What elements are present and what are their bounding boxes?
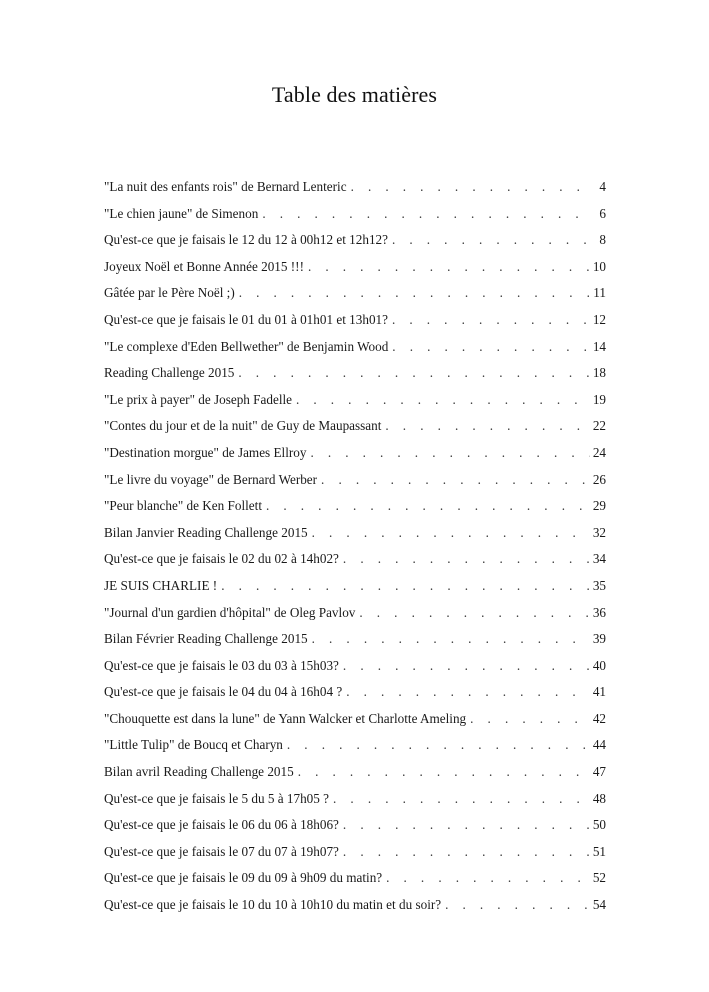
toc-entry[interactable] <box>104 573 606 600</box>
toc-entry-page-number: 19 <box>592 391 606 407</box>
toc-entry[interactable] <box>104 493 606 520</box>
toc-entry-page-number: 10 <box>592 258 606 274</box>
dot-leader <box>445 892 590 919</box>
toc-entry[interactable] <box>104 227 606 254</box>
toc-entry[interactable] <box>104 786 606 813</box>
toc-entry-title: "Le livre du voyage" de Bernard Werber <box>104 471 318 487</box>
toc-entry-title: Gâtée par le Père Noël ;) <box>104 285 235 301</box>
toc-entry-page-number: 44 <box>592 737 606 753</box>
dot-leader <box>392 307 590 334</box>
toc-entry[interactable] <box>104 254 606 281</box>
toc-entry[interactable] <box>104 360 606 387</box>
dot-leader <box>238 360 589 387</box>
dot-leader <box>386 865 590 892</box>
toc-entry[interactable] <box>104 387 606 414</box>
toc-entry[interactable] <box>104 280 606 307</box>
toc-entry-page-number: 12 <box>592 311 606 327</box>
dot-leader <box>359 600 589 627</box>
toc-entry-title: "Peur blanche" de Ken Follett <box>104 498 262 514</box>
toc-entry-page-number: 54 <box>592 897 606 913</box>
dot-leader <box>343 839 590 866</box>
dot-leader <box>239 280 591 307</box>
toc-entry-title: "Journal d'un gardien d'hôpital" de Oleg Pavlov <box>104 604 356 620</box>
dot-leader <box>221 573 590 600</box>
toc-entry[interactable] <box>104 600 606 627</box>
toc-entry[interactable] <box>104 839 606 866</box>
toc-entry-title: Reading Challenge 2015 <box>104 365 235 381</box>
toc-entry[interactable] <box>104 759 606 786</box>
toc-entry-page-number: 8 <box>599 232 606 248</box>
toc-entry[interactable] <box>104 706 606 733</box>
dot-leader <box>287 732 590 759</box>
toc-entry-page-number: 39 <box>592 631 606 647</box>
toc-entry[interactable] <box>104 201 606 228</box>
dot-leader <box>343 546 590 573</box>
toc-entry-page-number: 11 <box>593 285 606 301</box>
toc-entry-title: "Le complexe d'Eden Bellwether" de Benjamin Wood <box>104 338 389 354</box>
toc-entry-page-number: 35 <box>592 577 606 593</box>
toc-entry[interactable] <box>104 520 606 547</box>
toc-entry-page-number: 22 <box>592 418 606 434</box>
toc-entry[interactable] <box>104 546 606 573</box>
toc-entry-title: "Contes du jour et de la nuit" de Guy de Maupassant <box>104 418 382 434</box>
dot-leader <box>308 254 590 281</box>
toc-entry-title: "Little Tulip" de Boucq et Charyn <box>104 737 283 753</box>
toc-entry[interactable] <box>104 865 606 892</box>
toc-entry-title: Qu'est-ce que je faisais le 12 du 12 à 00h12 et 12h12? <box>104 232 388 248</box>
toc-entry-page-number: 50 <box>592 817 606 833</box>
toc-entry-title: Qu'est-ce que je faisais le 07 du 07 à 19h07? <box>104 843 339 859</box>
dot-leader <box>312 520 590 547</box>
dot-leader <box>312 626 590 653</box>
toc-entry[interactable] <box>104 679 606 706</box>
dot-leader <box>385 413 589 440</box>
toc-entry[interactable] <box>104 174 606 201</box>
toc-entry-page-number: 34 <box>592 551 606 567</box>
dot-leader <box>266 493 590 520</box>
toc-entry-page-number: 6 <box>599 205 606 221</box>
toc-entry[interactable] <box>104 892 606 919</box>
toc-entry[interactable] <box>104 812 606 839</box>
toc-entry-title: Joyeux Noël et Bonne Année 2015 !!! <box>104 258 304 274</box>
dot-leader <box>343 812 590 839</box>
toc-entry-page-number: 24 <box>592 444 606 460</box>
dot-leader <box>392 227 591 254</box>
toc-entry[interactable] <box>104 653 606 680</box>
toc-entry-page-number: 41 <box>592 684 606 700</box>
toc-entry-page-number: 40 <box>592 657 606 673</box>
toc-entry-page-number: 47 <box>592 764 606 780</box>
dot-leader <box>351 174 591 201</box>
toc-entry-page-number: 48 <box>592 790 606 806</box>
toc-entry-page-number: 42 <box>592 710 606 726</box>
toc-entry-title: "Destination morgue" de James Ellroy <box>104 444 307 460</box>
dot-leader <box>310 440 589 467</box>
toc-entry-page-number: 52 <box>592 870 606 886</box>
toc-entry[interactable] <box>104 307 606 334</box>
toc-entry[interactable] <box>104 467 606 494</box>
toc-entry[interactable] <box>104 334 606 361</box>
page-title: Table des matières <box>271 82 438 107</box>
toc-entry-page-number: 51 <box>592 843 606 859</box>
dot-leader <box>333 786 590 813</box>
dot-leader <box>343 653 590 680</box>
toc-entry[interactable] <box>104 732 606 759</box>
dot-leader <box>298 759 590 786</box>
dot-leader <box>470 706 590 733</box>
toc-entry-title: JE SUIS CHARLIE ! <box>104 577 218 593</box>
toc-entry-title: Qu'est-ce que je faisais le 04 du 04 à 16h04 ? <box>104 684 343 700</box>
toc-entry-title: Qu'est-ce que je faisais le 10 du 10 à 10h10 du matin et du soir? <box>104 897 442 913</box>
toc-entry[interactable] <box>104 413 606 440</box>
toc-entry-title: "Chouquette est dans la lune" de Yann Walcker et Charlotte Ameling <box>104 710 467 726</box>
toc-entry-title: Qu'est-ce que je faisais le 02 du 02 à 14h02? <box>104 551 339 567</box>
toc-entry-title: Qu'est-ce que je faisais le 09 du 09 à 9h09 du matin? <box>104 870 383 886</box>
toc-entry-title: "La nuit des enfants rois" de Bernard Lenteric <box>104 179 347 194</box>
toc-entry-page-number: 18 <box>592 365 606 381</box>
toc-entry-title: "Le prix à payer" de Joseph Fadelle <box>104 391 292 407</box>
dot-leader <box>262 201 591 228</box>
toc-entry-title: Bilan Février Reading Challenge 2015 <box>104 631 308 647</box>
toc-entry-page-number: 4 <box>599 179 606 194</box>
toc-entry-page-number: 29 <box>592 498 606 514</box>
toc-entry-title: "Le chien jaune" de Simenon <box>104 205 259 221</box>
toc-entry-page-number: 14 <box>592 338 606 354</box>
toc-entry[interactable] <box>104 626 606 653</box>
toc-entry-title: Qu'est-ce que je faisais le 03 du 03 à 15h03? <box>104 657 339 673</box>
dot-leader <box>296 387 590 414</box>
toc-entry-title: Qu'est-ce que je faisais le 5 du 5 à 17h05 ? <box>104 790 330 806</box>
toc-entry-title: Bilan avril Reading Challenge 2015 <box>104 764 294 780</box>
toc-entry-title: Qu'est-ce que je faisais le 06 du 06 à 18h06? <box>104 817 339 833</box>
toc-entry-page-number: 32 <box>592 524 606 540</box>
toc-entry-title: Bilan Janvier Reading Challenge 2015 <box>104 524 308 540</box>
dot-leader <box>392 334 590 361</box>
dot-leader <box>321 467 590 494</box>
toc-entry-title: Qu'est-ce que je faisais le 01 du 01 à 01h01 et 13h01? <box>104 311 388 327</box>
toc-entry[interactable] <box>104 440 606 467</box>
toc-entry-page-number: 36 <box>592 604 606 620</box>
toc-entry-page-number: 26 <box>592 471 606 487</box>
dot-leader <box>346 679 590 706</box>
table-of-contents <box>104 174 606 919</box>
